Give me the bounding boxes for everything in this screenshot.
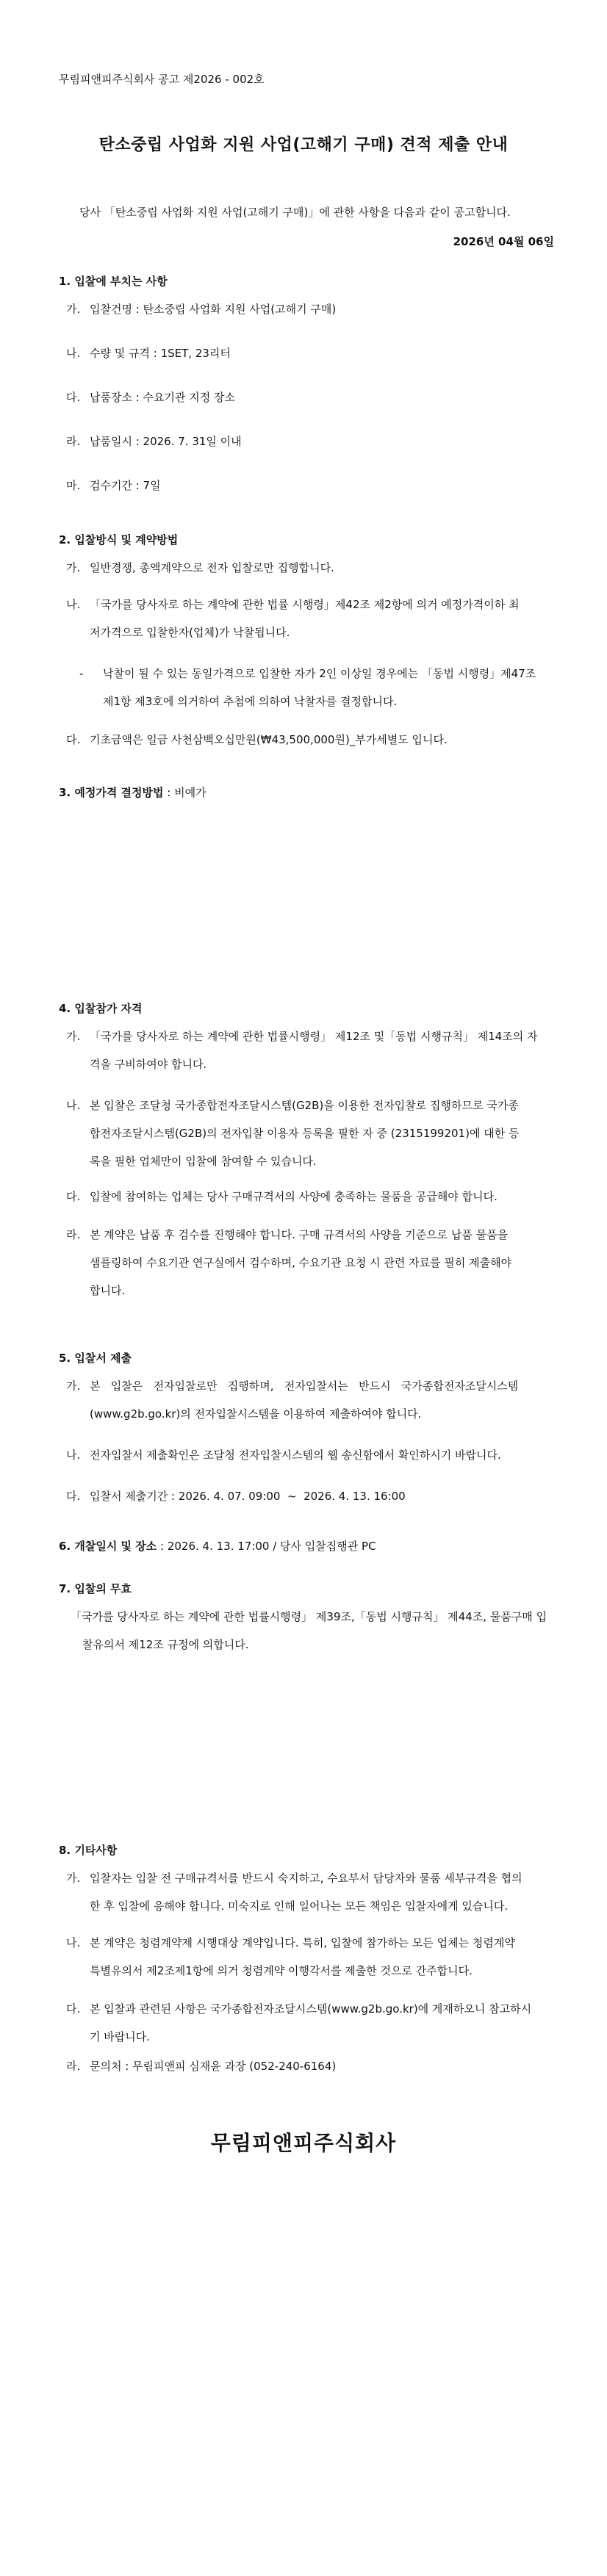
item-label: 라. [66, 2060, 81, 2073]
s7-text [71, 1603, 551, 1659]
document-title: 탄소중립 사업화 지원 사업(고해기 구매) 견적 제출 안내 [98, 136, 509, 154]
item-text-continued: (www.g2b.go.kr)의 전자입찰시스템을 이용하여 제출하여야 합니다. [90, 1407, 422, 1421]
s1-item-4 [66, 427, 242, 455]
section-5-heading: 5. 입찰서 제출 [59, 1352, 132, 1365]
s4-item-a [66, 1022, 551, 1078]
item-label: 가. [66, 1379, 81, 1393]
item-label: 라. [66, 435, 81, 448]
s1-item-3 [66, 383, 235, 411]
item-text: 「국가를 당사자로 하는 계약에 관한 법률 시행령」제42조 제2항에 의거 예정가격이하 최 [90, 598, 520, 611]
item-text: 「국가를 당사자로 하는 계약에 관한 법률시행령」 제39조,「동법 시행규칙」 제44조, 물품구매 입 [71, 1610, 547, 1623]
s1-item-2 [66, 339, 231, 367]
item-text: 본 입찰과 관련된 사항은 국가종합전자조달시스템(www.g2b.go.kr)에 게재하오니 참고하시 [90, 2002, 532, 2016]
item-text: 입찰건명 : 탄소중립 사업화 지원 사업(고해기 구매) [90, 303, 337, 316]
s2-item-a [66, 554, 334, 582]
item-text: 문의처 : 무림피앤피 심재윤 과장 (052-240-6164) [90, 2060, 337, 2073]
item-text-continued: 격을 구비하여야 합니다. [90, 1058, 207, 1071]
item-text: 납품일시 : 2026. 7. 31일 이내 [90, 435, 242, 448]
section-6-value: : 2026. 4. 13. 17:00 / 당사 입찰집행관 PC [157, 1540, 376, 1553]
notice-number: 무림피앤피주식회사 공고 제2026 - 002호 [59, 73, 265, 86]
item-text-continued: 합니다. [90, 1284, 126, 1297]
item-text: 검수기간 : 7일 [90, 479, 161, 492]
item-text: 낙찰이 될 수 있는 동일가격으로 입찰한 자가 2인 이상일 경우에는 「동법 시행령」제47조 [103, 667, 536, 680]
item-label: 다. [66, 1490, 81, 1503]
item-text-continued: 저가격으로 입찰한자(업체)가 낙찰됩니다. [90, 626, 290, 639]
s5-item-a [66, 1372, 551, 1428]
item-text-continued: 기 바랍니다. [90, 2030, 150, 2043]
s2-item-b-note [79, 660, 551, 715]
item-label: 다. [66, 1190, 81, 1203]
item-text: 입찰자는 입찰 전 구매규격서를 반드시 숙지하고, 수요부서 담당자와 물품 세부규격을 협의 [90, 1872, 522, 1885]
item-label: 라. [66, 1228, 81, 1241]
item-text-continued: 찰유의서 제12조 규정에 의합니다. [82, 1638, 249, 1651]
item-label: 가. [66, 1030, 81, 1043]
s2-item-c [66, 726, 448, 754]
item-label: - [79, 667, 84, 680]
item-text-continued: 합전자조달시스템(G2B)의 전자입찰 이용자 등록을 필한 자 중 (2315199201)에 대한 등 [90, 1127, 520, 1140]
item-label: 마. [66, 479, 81, 492]
section-6-title: 6. 개찰일시 및 장소 [59, 1540, 157, 1553]
section-6-heading [59, 1538, 376, 1554]
item-text: 본 계약은 납품 후 검수를 진행해야 합니다. 구매 규격서의 사양을 기준으로 납품 물품을 [90, 1228, 509, 1241]
item-label: 나. [66, 347, 81, 360]
item-text: 입찰서 제출기간 : 2026. 4. 07. 09:00 ~ 2026. 4. 13. 16:00 [90, 1490, 406, 1503]
item-text-continued: 록을 필한 업체만이 입찰에 참여할 수 있습니다. [90, 1155, 317, 1168]
item-text: 본 입찰은 전자입찰로만 집행하며, 전자입찰서는 반드시 국가종합전자조달시스템 [90, 1379, 519, 1393]
item-label: 다. [66, 2002, 81, 2016]
s5-item-b [66, 1441, 501, 1469]
s1-item-1 [66, 295, 336, 323]
item-label: 나. [66, 598, 81, 611]
intro-text: 당사 「탄소중립 사업화 지원 사업(고해기 구매)」에 관한 사항을 다음과 같이 공고합니다. [79, 206, 511, 219]
item-label: 가. [66, 303, 81, 316]
item-label: 다. [66, 733, 81, 746]
s1-item-5 [66, 472, 161, 499]
item-label: 가. [66, 1872, 81, 1885]
item-text: 일반경쟁, 총액계약으로 전자 입찰로만 집행합니다. [90, 561, 334, 574]
item-text-continued: 한 후 입찰에 응해야 합니다. 미숙지로 인해 일어나는 모든 책임은 입찰자에게 있습니다. [90, 1899, 509, 1913]
s8-item-d [66, 2052, 336, 2080]
section-3-value: : 비예가 [163, 786, 206, 799]
section-8-heading: 8. 기타사항 [59, 1844, 118, 1857]
s8-item-a [66, 1864, 551, 1920]
s8-item-c [66, 1995, 551, 2051]
item-text: 본 입찰은 조달청 국가종합전자조달시스템(G2B)을 이용한 전자입찰로 집행하므로 국가종 [90, 1099, 519, 1112]
notice-date: 2026년 04월 06일 [453, 235, 554, 248]
item-text: 납품장소 : 수요기관 지정 장소 [90, 391, 236, 404]
s4-item-c [66, 1183, 498, 1211]
item-label: 나. [66, 1448, 81, 1462]
item-text: 입찰에 참여하는 업체는 당사 구매규격서의 사양에 충족하는 물품을 공급해야 합니다. [90, 1190, 498, 1203]
section-1-heading: 1. 입찰에 부치는 사항 [59, 275, 168, 288]
item-text-continued: 제1항 제3호에 의거하여 추첨에 의하여 낙찰자를 결정합니다. [103, 695, 398, 708]
section-2-heading: 2. 입찰방식 및 계약방법 [59, 533, 179, 546]
item-label: 나. [66, 1099, 81, 1112]
item-label: 나. [66, 1936, 81, 1949]
item-text-continued: 샘플링하여 수요기관 연구실에서 검수하며, 수요기관 요청 시 관련 자료를 필히 제출해야 [90, 1256, 512, 1269]
section-3-title: 3. 예정가격 결정방법 [59, 786, 164, 799]
section-3-heading [59, 784, 206, 800]
item-text: 전자입찰서 제출확인은 조달청 전자입찰시스템의 웹 송신함에서 확인하시기 바랍니다. [90, 1448, 501, 1462]
company-name: 무림피앤피주식회사 [210, 2131, 397, 2155]
s5-item-c [66, 1482, 406, 1510]
item-label: 다. [66, 391, 81, 404]
s4-item-d [66, 1221, 551, 1305]
item-text: 「국가를 당사자로 하는 계약에 관한 법률시행령」 제12조 및「동법 시행규칙」 제14조의 자 [90, 1030, 538, 1043]
item-text: 기초금액은 일금 사천삼백오십만원(₩43,500,000원)_부가세별도 입니다. [90, 733, 448, 746]
s8-item-b [66, 1929, 551, 1985]
item-text: 수량 및 규격 : 1SET, 23리터 [90, 347, 231, 360]
section-4-heading: 4. 입찰참가 자격 [59, 1002, 143, 1015]
section-7-heading: 7. 입찰의 무효 [59, 1582, 132, 1595]
item-text: 본 계약은 청렴계약제 시행대상 계약입니다. 특히, 입찰에 참가하는 모든 업체는 청렴계약 [90, 1936, 515, 1949]
item-text-continued: 특별유의서 제2조제1항에 의거 청렴계약 이행각서를 제출한 것으로 간주합니다. [90, 1964, 473, 1977]
s2-item-b [66, 591, 551, 646]
s4-item-b [66, 1092, 551, 1175]
item-label: 가. [66, 561, 81, 574]
